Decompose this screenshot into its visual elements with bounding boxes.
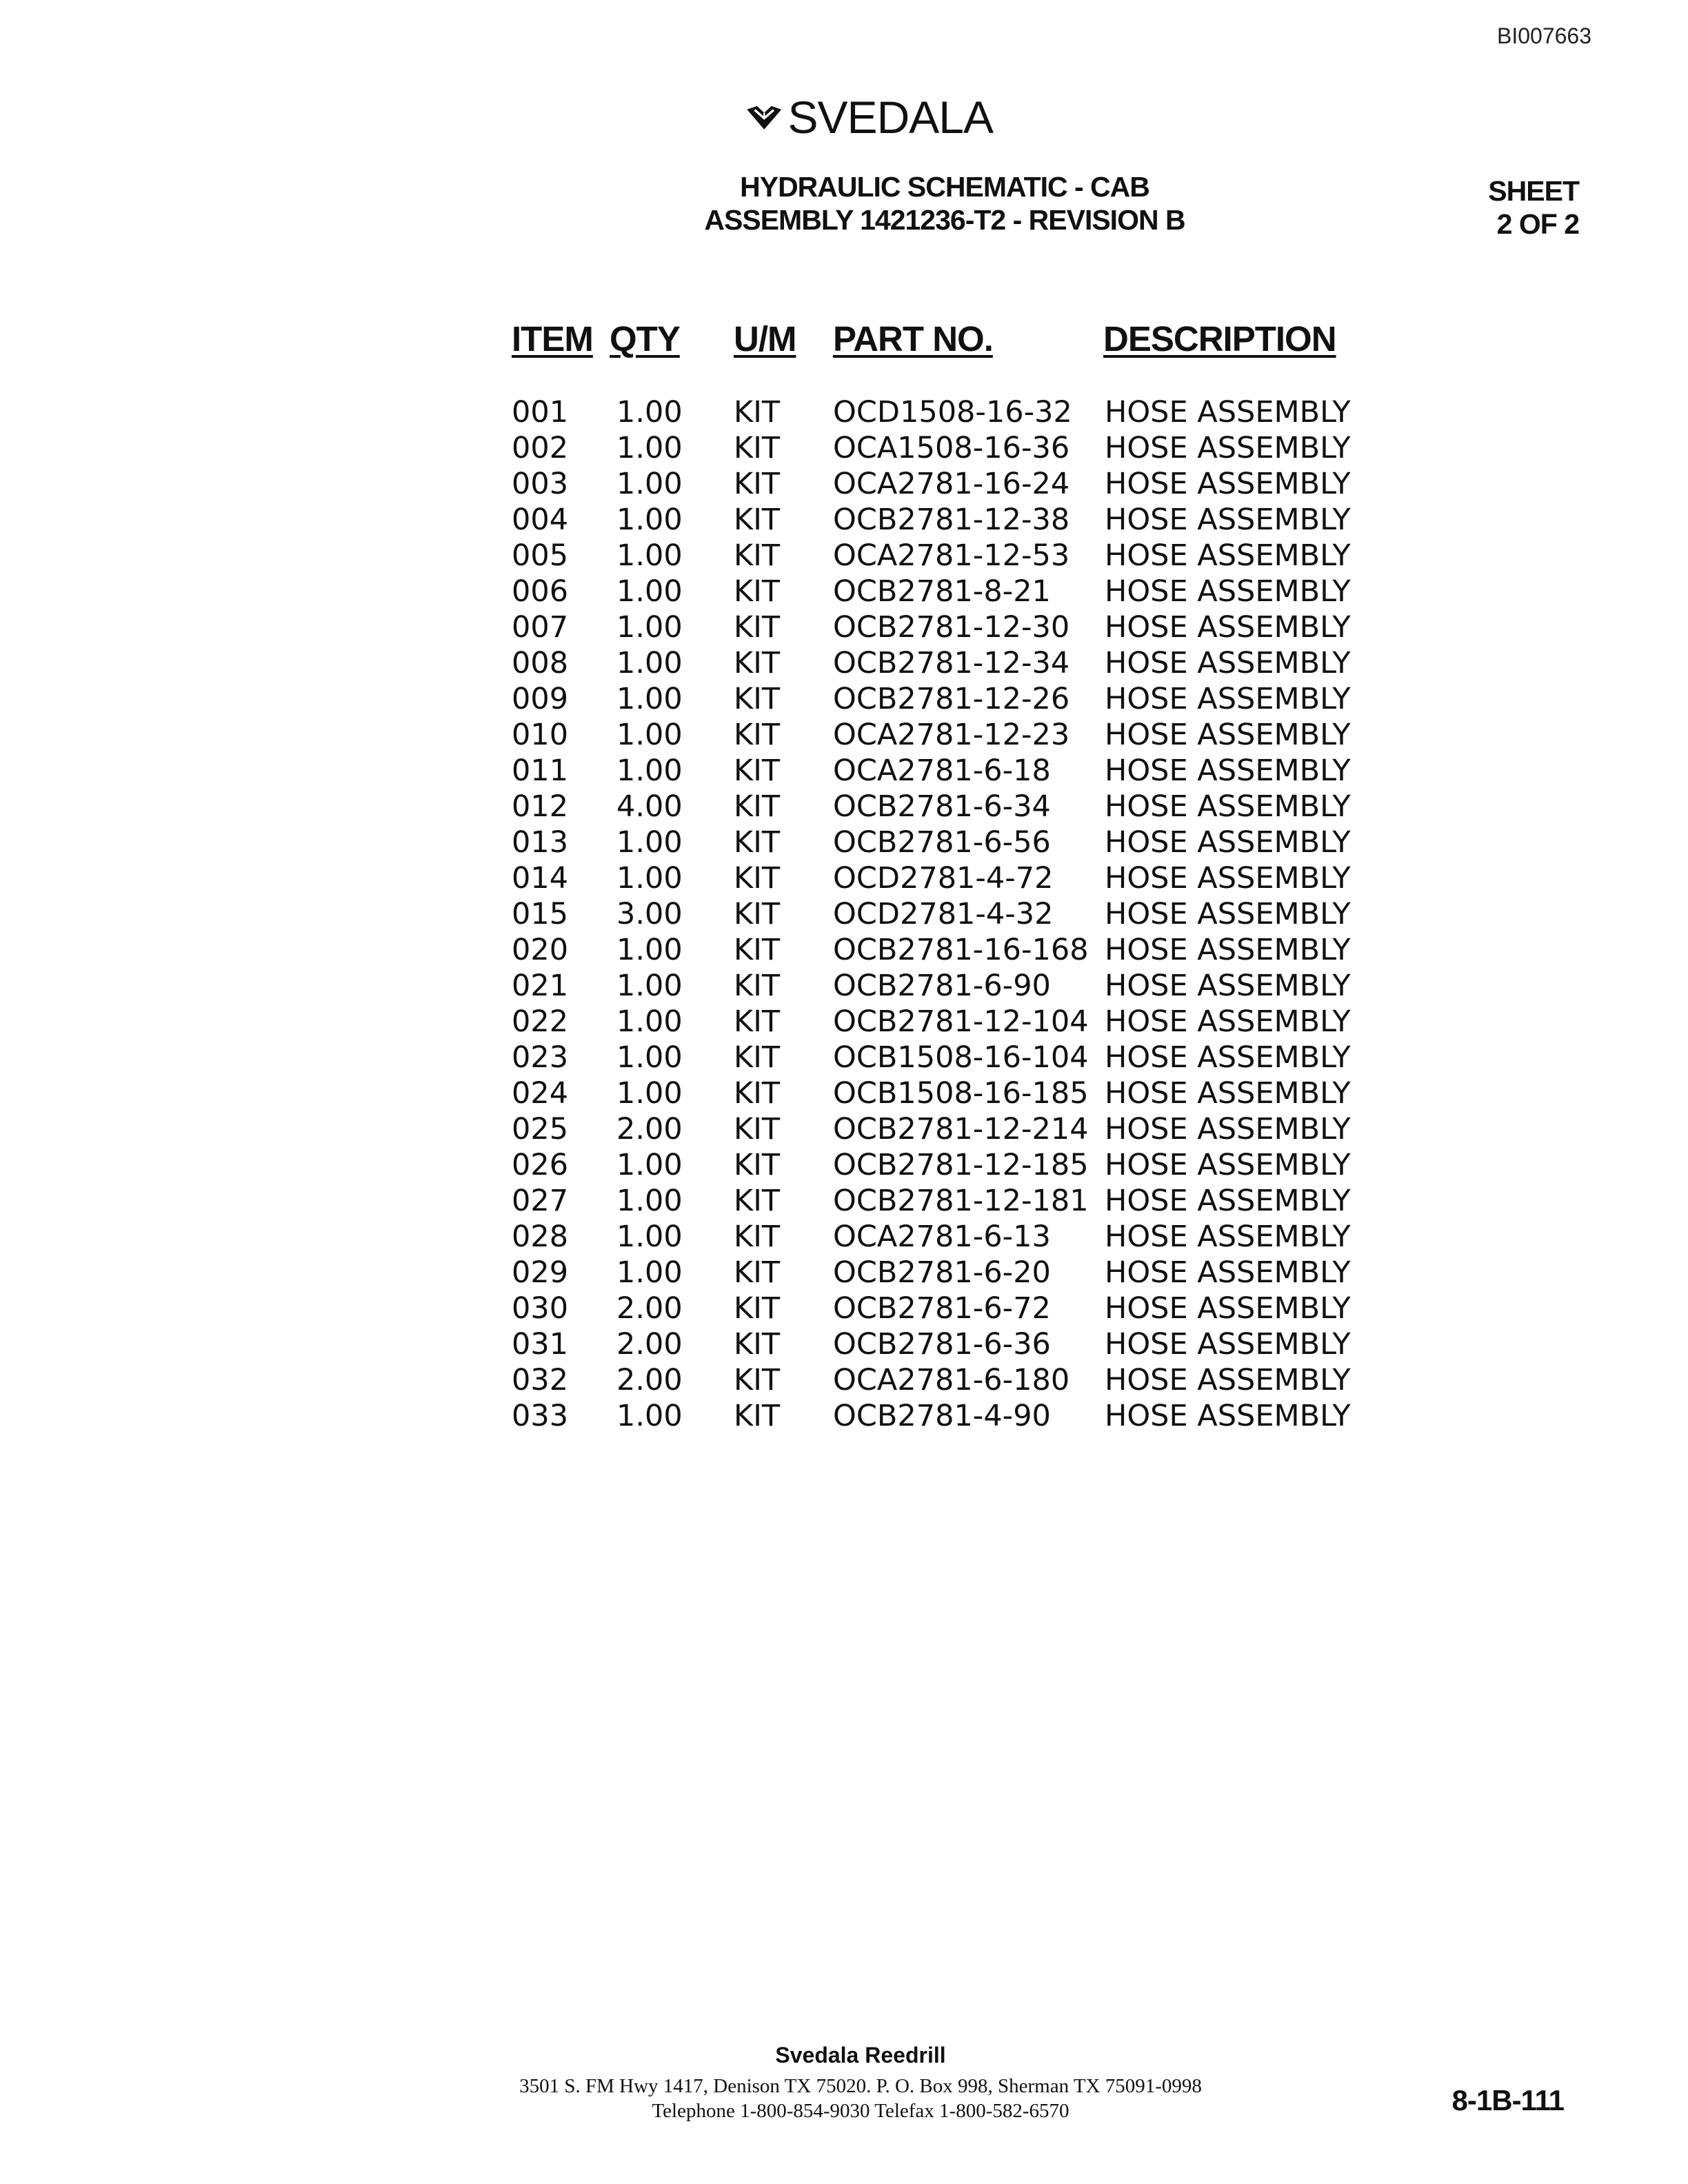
- table-row: [0, 1183, 1688, 1219]
- cell-um: KIT: [734, 503, 781, 537]
- cell-desc: HOSE ASSEMBLY: [1105, 503, 1351, 537]
- cell-qty: 1.00: [616, 395, 683, 429]
- cell-item: 005: [512, 538, 569, 573]
- cell-um: KIT: [734, 682, 781, 716]
- cell-item: 029: [512, 1255, 569, 1290]
- table-row: [0, 394, 1688, 430]
- table-row: [0, 466, 1688, 502]
- cell-desc: HOSE ASSEMBLY: [1105, 969, 1351, 1003]
- cell-qty: 1.00: [616, 682, 683, 716]
- column-header-qty: QTY: [610, 319, 680, 358]
- cell-item: 028: [512, 1220, 569, 1254]
- cell-item: 015: [512, 897, 569, 931]
- cell-um: KIT: [734, 789, 781, 824]
- cell-item: 014: [512, 861, 569, 896]
- cell-item: 007: [512, 610, 569, 645]
- cell-qty: 1.00: [616, 610, 683, 645]
- cell-um: KIT: [734, 1076, 781, 1111]
- cell-item: 023: [512, 1040, 569, 1075]
- cell-desc: HOSE ASSEMBLY: [1105, 467, 1351, 501]
- table-row: [0, 1040, 1688, 1075]
- table-row: [0, 1219, 1688, 1255]
- cell-qty: 1.00: [616, 754, 683, 788]
- cell-part: OCB2781-12-26: [833, 682, 1070, 716]
- column-header-item: ITEM: [512, 319, 593, 358]
- cell-desc: HOSE ASSEMBLY: [1105, 1184, 1351, 1218]
- table-row: [0, 1111, 1688, 1147]
- cell-desc: HOSE ASSEMBLY: [1105, 825, 1351, 860]
- cell-item: 006: [512, 574, 569, 609]
- cell-part: OCB2781-12-30: [833, 610, 1070, 645]
- cell-part: OCB2781-16-168: [833, 933, 1089, 967]
- cell-item: 011: [512, 754, 569, 788]
- cell-item: 030: [512, 1291, 569, 1326]
- cell-item: 020: [512, 933, 569, 967]
- sheet-number: 2 OF 2: [1496, 208, 1579, 240]
- cell-um: KIT: [734, 897, 781, 931]
- table-row: [0, 1398, 1688, 1434]
- cell-um: KIT: [734, 1255, 781, 1290]
- cell-um: KIT: [734, 861, 781, 896]
- cell-desc: HOSE ASSEMBLY: [1105, 1004, 1351, 1039]
- cell-qty: 1.00: [616, 574, 683, 609]
- cell-item: 022: [512, 1004, 569, 1039]
- cell-desc: HOSE ASSEMBLY: [1105, 1363, 1351, 1397]
- cell-um: KIT: [734, 610, 781, 645]
- table-row: [0, 430, 1688, 466]
- cell-part: OCA2781-12-23: [833, 718, 1070, 752]
- table-row: [0, 825, 1688, 860]
- table-row: [0, 753, 1688, 789]
- cell-desc: HOSE ASSEMBLY: [1105, 1112, 1351, 1146]
- cell-item: 002: [512, 431, 569, 465]
- cell-item: 024: [512, 1076, 569, 1111]
- footer-company: Svedala Reedrill: [775, 2043, 946, 2067]
- cell-part: OCB2781-4-90: [833, 1399, 1051, 1433]
- cell-um: KIT: [734, 1112, 781, 1146]
- cell-item: 031: [512, 1327, 569, 1362]
- table-row: [0, 1362, 1688, 1398]
- cell-qty: 1.00: [616, 969, 683, 1003]
- cell-item: 001: [512, 395, 569, 429]
- cell-desc: HOSE ASSEMBLY: [1105, 1148, 1351, 1182]
- cell-part: OCB2781-6-90: [833, 969, 1051, 1003]
- cell-part: OCB2781-12-34: [833, 646, 1070, 680]
- cell-qty: 1.00: [616, 1399, 683, 1433]
- cell-item: 003: [512, 467, 569, 501]
- cell-um: KIT: [734, 1220, 781, 1254]
- cell-desc: HOSE ASSEMBLY: [1105, 646, 1351, 680]
- cell-desc: HOSE ASSEMBLY: [1105, 1291, 1351, 1326]
- table-row: [0, 896, 1688, 932]
- cell-part: OCB2781-6-72: [833, 1291, 1051, 1326]
- cell-qty: 1.00: [616, 503, 683, 537]
- sheet-label: SHEET: [1488, 175, 1579, 207]
- table-row: [0, 538, 1688, 574]
- cell-desc: HOSE ASSEMBLY: [1105, 682, 1351, 716]
- cell-item: 033: [512, 1399, 569, 1433]
- cell-desc: HOSE ASSEMBLY: [1105, 395, 1351, 429]
- document-id: BI007663: [1496, 23, 1591, 48]
- cell-item: 004: [512, 503, 569, 537]
- cell-part: OCB2781-12-104: [833, 1004, 1089, 1039]
- document-subtitle: ASSEMBLY 1421236-T2 - REVISION B: [704, 204, 1185, 236]
- table-row: [0, 1255, 1688, 1291]
- cell-qty: 1.00: [616, 1076, 683, 1111]
- footer-phone: Telephone 1-800-854-9030 Telefax 1-800-582-6570: [652, 2100, 1069, 2122]
- table-row: [0, 1326, 1688, 1362]
- cell-desc: HOSE ASSEMBLY: [1105, 1076, 1351, 1111]
- cell-um: KIT: [734, 1291, 781, 1326]
- cell-qty: 1.00: [616, 1004, 683, 1039]
- cell-qty: 1.00: [616, 1148, 683, 1182]
- cell-part: OCB2781-12-181: [833, 1184, 1089, 1218]
- cell-um: KIT: [734, 1327, 781, 1362]
- cell-desc: HOSE ASSEMBLY: [1105, 897, 1351, 931]
- cell-qty: 1.00: [616, 861, 683, 896]
- cell-qty: 1.00: [616, 467, 683, 501]
- cell-um: KIT: [734, 825, 781, 860]
- cell-item: 025: [512, 1112, 569, 1146]
- cell-desc: HOSE ASSEMBLY: [1105, 754, 1351, 788]
- footer-address: 3501 S. FM Hwy 1417, Denison TX 75020. P. O. Box 998, Sherman TX 75091-0998: [519, 2075, 1202, 2097]
- table-row: [0, 968, 1688, 1004]
- table-row: [0, 1147, 1688, 1183]
- column-header-part-no: PART NO.: [833, 319, 993, 358]
- cell-um: KIT: [734, 969, 781, 1003]
- table-row: [0, 789, 1688, 825]
- page-number: 8-1B-111: [1451, 2084, 1564, 2116]
- cell-um: KIT: [734, 1399, 781, 1433]
- cell-item: 013: [512, 825, 569, 860]
- cell-desc: HOSE ASSEMBLY: [1105, 1327, 1351, 1362]
- cell-item: 026: [512, 1148, 569, 1182]
- cell-um: KIT: [734, 1148, 781, 1182]
- cell-um: KIT: [734, 467, 781, 501]
- cell-part: OCB2781-6-56: [833, 825, 1051, 860]
- cell-desc: HOSE ASSEMBLY: [1105, 861, 1351, 896]
- cell-part: OCB2781-6-34: [833, 789, 1051, 824]
- cell-part: OCD2781-4-32: [833, 897, 1054, 931]
- cell-part: OCD1508-16-32: [833, 395, 1072, 429]
- cell-qty: 1.00: [616, 431, 683, 465]
- table-row: [0, 932, 1688, 968]
- cell-desc: HOSE ASSEMBLY: [1105, 431, 1351, 465]
- cell-part: OCA1508-16-36: [833, 431, 1070, 465]
- cell-item: 010: [512, 718, 569, 752]
- cell-qty: 1.00: [616, 933, 683, 967]
- cell-desc: HOSE ASSEMBLY: [1105, 718, 1351, 752]
- cell-qty: 1.00: [616, 538, 683, 573]
- cell-qty: 2.00: [616, 1363, 683, 1397]
- cell-um: KIT: [734, 1004, 781, 1039]
- cell-part: OCA2781-6-18: [833, 754, 1051, 788]
- cell-qty: 1.00: [616, 1220, 683, 1254]
- cell-qty: 1.00: [616, 646, 683, 680]
- table-row: [0, 1075, 1688, 1111]
- cell-desc: HOSE ASSEMBLY: [1105, 1040, 1351, 1075]
- cell-part: OCB2781-8-21: [833, 574, 1051, 609]
- cell-desc: HOSE ASSEMBLY: [1105, 1255, 1351, 1290]
- cell-part: OCB1508-16-104: [833, 1040, 1089, 1075]
- cell-part: OCB2781-6-36: [833, 1327, 1051, 1362]
- column-header-um: U/M: [734, 319, 796, 358]
- table-row: [0, 681, 1688, 717]
- cell-item: 012: [512, 789, 569, 824]
- cell-um: KIT: [734, 431, 781, 465]
- cell-qty: 2.00: [616, 1327, 683, 1362]
- cell-qty: 4.00: [616, 789, 683, 824]
- document-title: HYDRAULIC SCHEMATIC - CAB: [740, 171, 1149, 203]
- table-row: [0, 1004, 1688, 1040]
- cell-part: OCB2781-12-214: [833, 1112, 1089, 1146]
- cell-part: OCB2781-12-38: [833, 503, 1070, 537]
- cell-desc: HOSE ASSEMBLY: [1105, 538, 1351, 573]
- cell-um: KIT: [734, 754, 781, 788]
- table-row: [0, 860, 1688, 896]
- cell-item: 021: [512, 969, 569, 1003]
- cell-qty: 1.00: [616, 1040, 683, 1075]
- cell-qty: 1.00: [616, 1255, 683, 1290]
- cell-qty: 3.00: [616, 897, 683, 931]
- cell-qty: 1.00: [616, 718, 683, 752]
- column-header-description: DESCRIPTION: [1103, 319, 1336, 358]
- cell-part: OCA2781-16-24: [833, 467, 1070, 501]
- company-logo: [745, 90, 993, 145]
- cell-item: 027: [512, 1184, 569, 1218]
- logo-wordmark: SVEDALA: [787, 92, 993, 143]
- table-row: [0, 1291, 1688, 1326]
- table-row: [0, 574, 1688, 609]
- cell-desc: HOSE ASSEMBLY: [1105, 574, 1351, 609]
- cell-desc: HOSE ASSEMBLY: [1105, 1220, 1351, 1254]
- parts-table: [0, 394, 1688, 1434]
- table-row: [0, 609, 1688, 645]
- cell-um: KIT: [734, 1040, 781, 1075]
- cell-um: KIT: [734, 574, 781, 609]
- svedala-diamond-logo-icon: [745, 98, 784, 136]
- cell-desc: HOSE ASSEMBLY: [1105, 610, 1351, 645]
- cell-item: 032: [512, 1363, 569, 1397]
- cell-um: KIT: [734, 1184, 781, 1218]
- cell-um: KIT: [734, 933, 781, 967]
- cell-part: OCA2781-6-180: [833, 1363, 1070, 1397]
- cell-desc: HOSE ASSEMBLY: [1105, 1399, 1351, 1433]
- cell-part: OCB2781-12-185: [833, 1148, 1089, 1182]
- cell-desc: HOSE ASSEMBLY: [1105, 789, 1351, 824]
- cell-um: KIT: [734, 718, 781, 752]
- cell-part: OCD2781-4-72: [833, 861, 1054, 896]
- cell-part: OCA2781-12-53: [833, 538, 1070, 573]
- table-row: [0, 645, 1688, 681]
- cell-um: KIT: [734, 395, 781, 429]
- cell-qty: 1.00: [616, 825, 683, 860]
- cell-qty: 1.00: [616, 1184, 683, 1218]
- cell-part: OCA2781-6-13: [833, 1220, 1051, 1254]
- cell-part: OCB2781-6-20: [833, 1255, 1051, 1290]
- cell-desc: HOSE ASSEMBLY: [1105, 933, 1351, 967]
- cell-part: OCB1508-16-185: [833, 1076, 1089, 1111]
- cell-um: KIT: [734, 538, 781, 573]
- cell-um: KIT: [734, 646, 781, 680]
- table-row: [0, 502, 1688, 538]
- cell-qty: 2.00: [616, 1291, 683, 1326]
- cell-qty: 2.00: [616, 1112, 683, 1146]
- table-row: [0, 717, 1688, 753]
- cell-item: 008: [512, 646, 569, 680]
- cell-item: 009: [512, 682, 569, 716]
- cell-um: KIT: [734, 1363, 781, 1397]
